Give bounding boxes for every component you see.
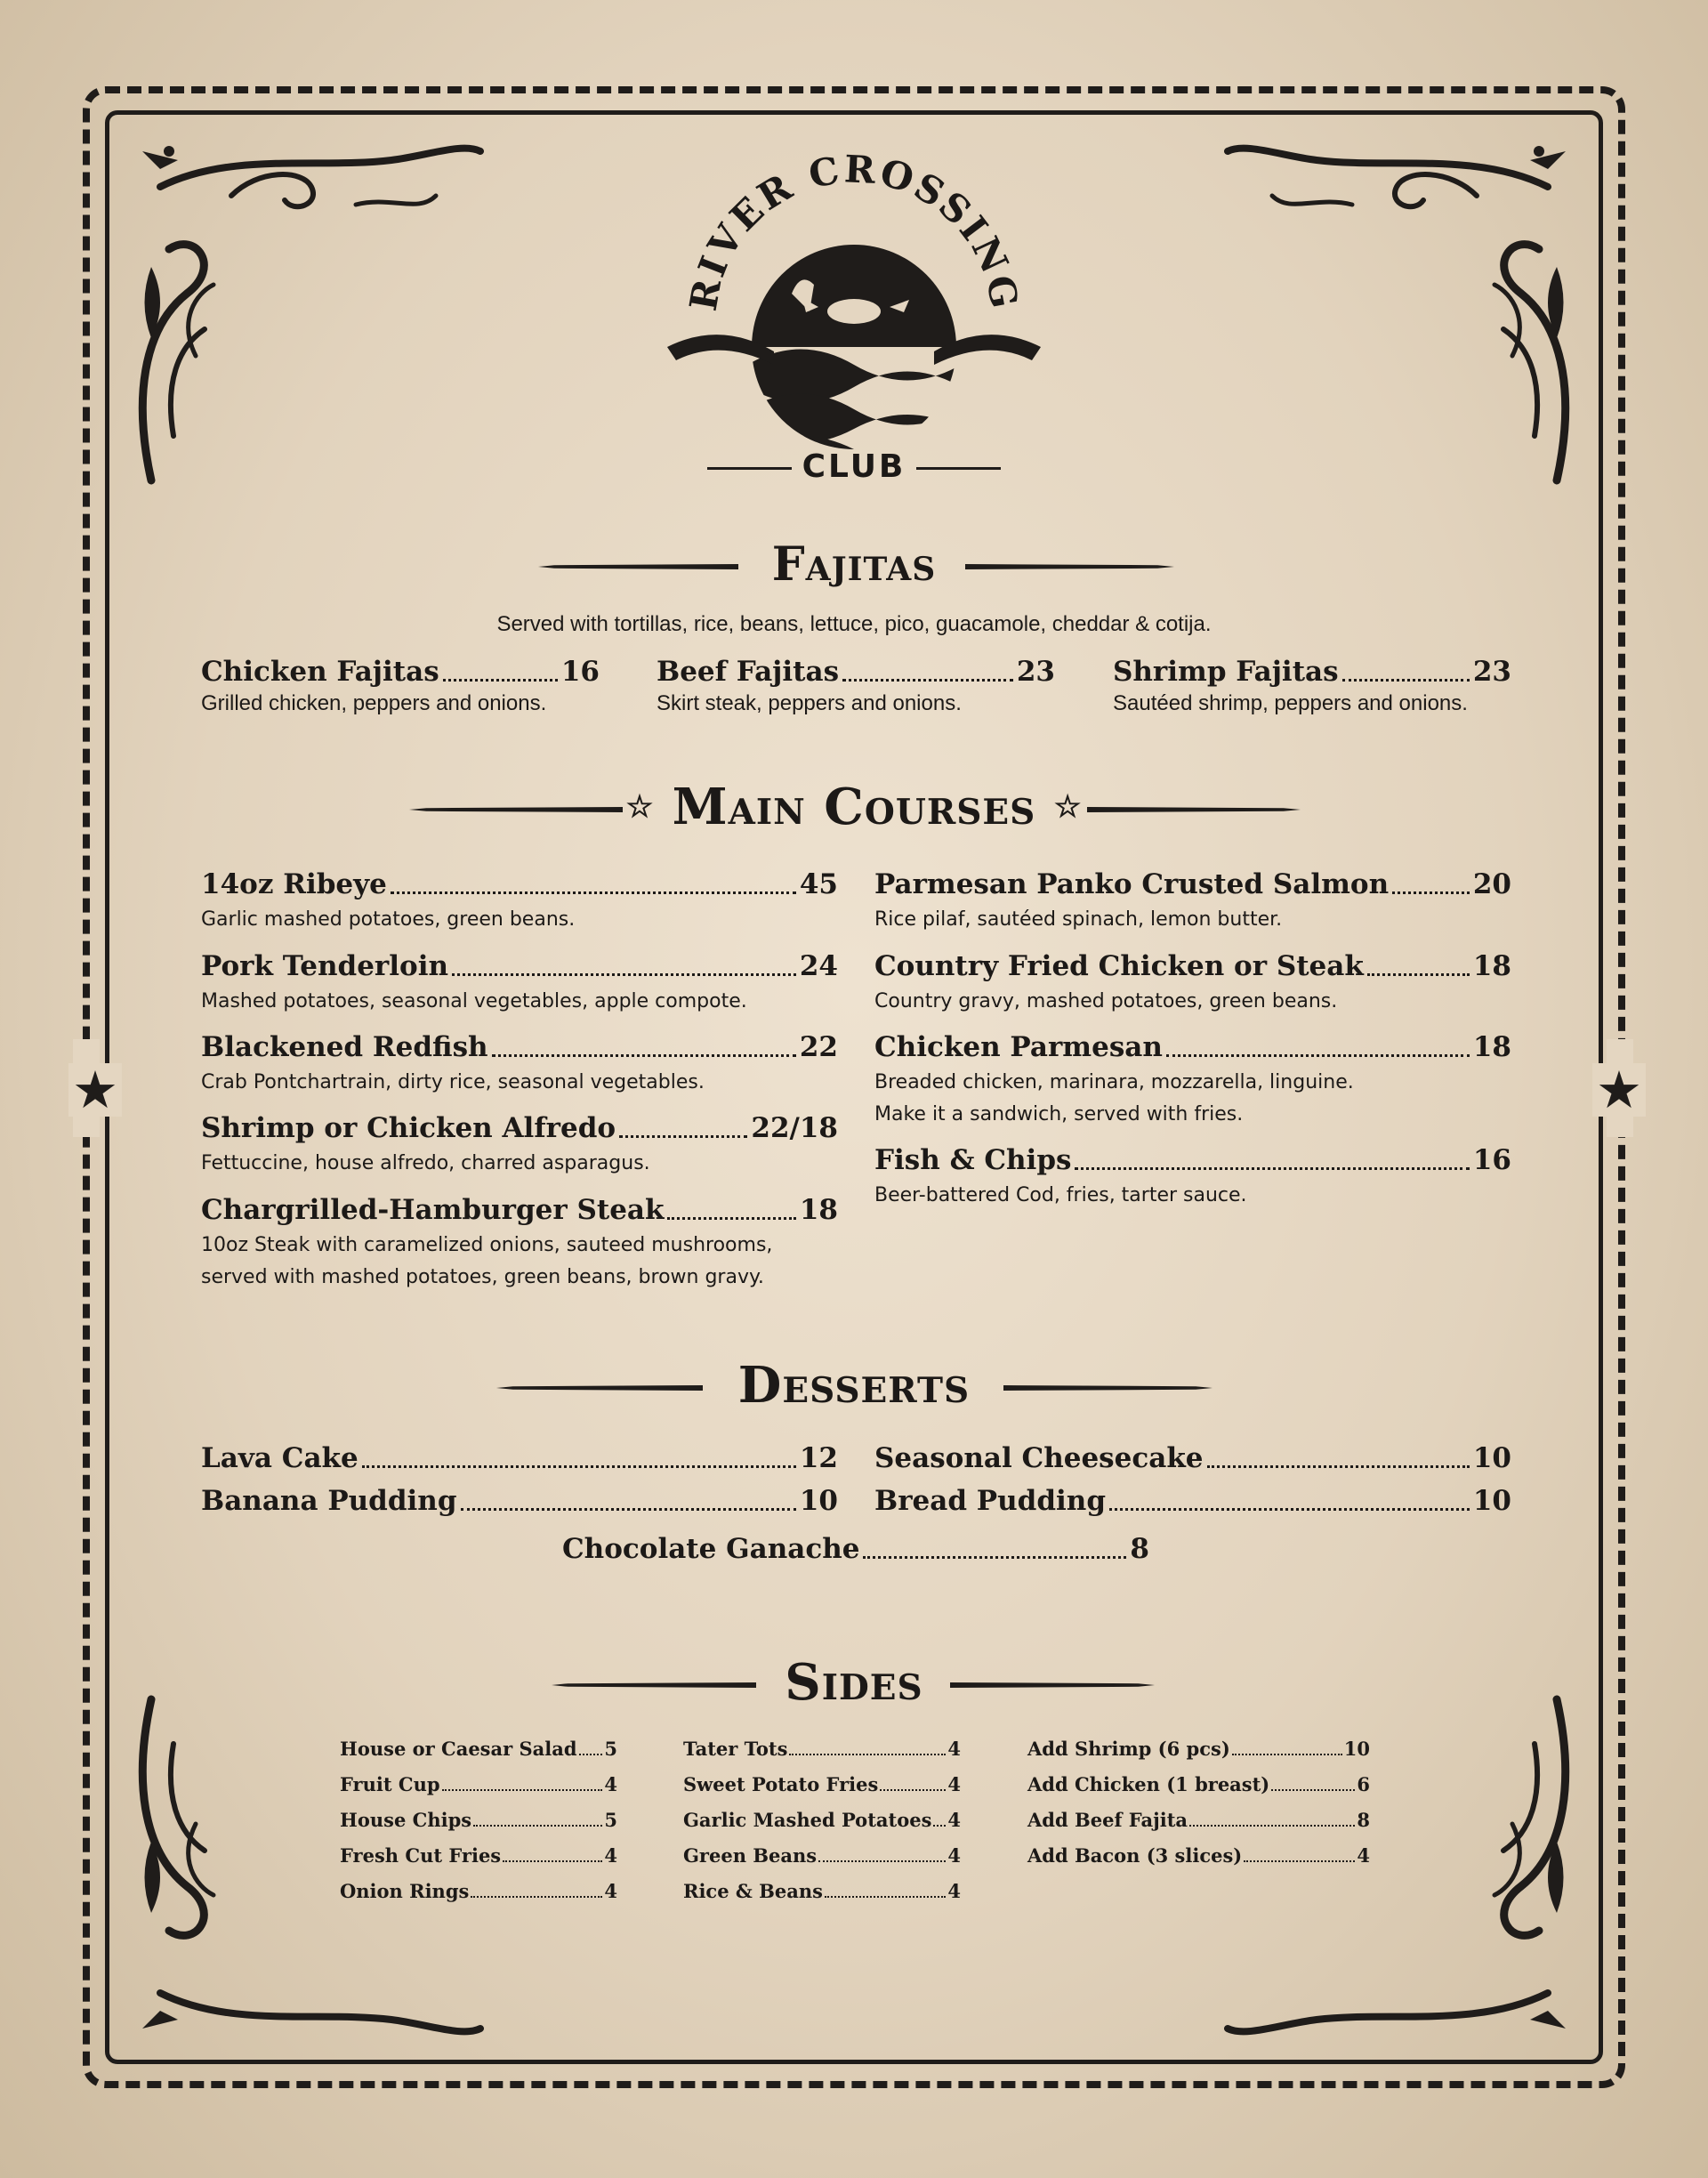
item-price: 4 (604, 1880, 617, 1902)
item-price: 4 (947, 1809, 961, 1831)
item-description: Country gravy, mashed potatoes, green beans. (874, 990, 1338, 1012)
item-price: 18 (1472, 1031, 1511, 1063)
item-name: Onion Rings (340, 1880, 470, 1902)
item-price: 5 (604, 1738, 617, 1760)
item-price: 16 (560, 656, 600, 688)
item-name: House Chips (340, 1809, 472, 1831)
item-name: Tater Tots (683, 1738, 788, 1760)
item-price: 5 (604, 1809, 617, 1831)
item-description: 10oz Steak with caramelized onions, sauteed mushrooms, (201, 1234, 773, 1256)
side-item (683, 1738, 961, 1760)
side-item (340, 1809, 617, 1831)
item-description: Make it a sandwich, served with fries. (874, 1103, 1244, 1125)
item-price: 12 (799, 1442, 838, 1474)
item-name: Chicken Fajitas (201, 656, 439, 688)
item-description: Mashed potatoes, seasonal vegetables, apple compote. (201, 990, 747, 1012)
menu-item (201, 1031, 838, 1099)
item-price: 18 (799, 1194, 838, 1226)
menu-item (201, 950, 838, 1018)
side-item (683, 1809, 961, 1831)
brand-name-bottom: CLUB (802, 448, 906, 485)
item-name: Shrimp Fajitas (1113, 656, 1339, 688)
longhorn-logo (640, 142, 1068, 480)
item-name: Bread Pudding (874, 1485, 1107, 1517)
item-name: Seasonal Cheesecake (874, 1442, 1204, 1474)
item-price: 4 (947, 1738, 961, 1760)
item-price: 22 (799, 1031, 838, 1063)
side-item (340, 1738, 617, 1760)
menu-item (201, 656, 600, 716)
item-name: Green Beans (683, 1844, 818, 1867)
star-icon: ★ (1592, 1063, 1646, 1117)
item-name: Lava Cake (201, 1442, 359, 1474)
menu-item (874, 1144, 1511, 1212)
item-price: 4 (947, 1844, 961, 1867)
item-price: 23 (1472, 656, 1511, 688)
side-item (683, 1844, 961, 1867)
menu-item (1113, 656, 1511, 716)
item-name: Banana Pudding (201, 1485, 457, 1517)
item-price: 10 (799, 1485, 838, 1517)
item-name: Chicken Parmesan (874, 1031, 1163, 1063)
brand-club-line (707, 449, 1001, 485)
item-name: Shrimp or Chicken Alfredo (201, 1112, 616, 1144)
brand-name-top: RIVER CROSSING (681, 147, 1027, 314)
section-title-desserts: Desserts (737, 1356, 971, 1415)
item-name: Beef Fajitas (657, 656, 840, 688)
item-name: Chocolate Ganache (562, 1533, 860, 1565)
item-price: 24 (799, 950, 838, 982)
fajitas-note: Served with tortillas, rice, beans, lettuce, pico, guacamole, cheddar & cotija. (496, 612, 1212, 636)
item-name: Fruit Cup (340, 1773, 440, 1795)
flourish-ornament (125, 133, 498, 489)
item-name: Sweet Potato Fries (683, 1773, 879, 1795)
item-name: Chargrilled-Hamburger Steak (201, 1194, 665, 1226)
side-item (683, 1773, 961, 1795)
item-price: 4 (947, 1773, 961, 1795)
item-price: 10 (1472, 1485, 1511, 1517)
section-title-fajitas: Fajitas (771, 537, 937, 592)
item-name: Garlic Mashed Potatoes (683, 1809, 932, 1831)
item-description: Beer-battered Cod, fries, tarter sauce. (874, 1184, 1247, 1206)
item-name: House or Caesar Salad (340, 1738, 577, 1760)
menu-item (562, 1533, 1149, 1565)
item-price: 4 (947, 1880, 961, 1902)
item-name: Add Chicken (1 breast) (1027, 1773, 1270, 1795)
item-price: 4 (604, 1773, 617, 1795)
item-name: Add Bacon (3 slices) (1027, 1844, 1243, 1867)
side-item (1027, 1844, 1370, 1867)
item-price: 20 (1472, 868, 1511, 900)
side-item (683, 1880, 961, 1902)
menu-item (201, 1485, 838, 1517)
item-price: 10 (1343, 1738, 1370, 1760)
menu-item (874, 950, 1511, 1018)
section-title-main-courses: ☆ Main Courses ☆ (625, 778, 1083, 836)
item-name: Pork Tenderloin (201, 950, 449, 982)
item-name: Blackened Redfish (201, 1031, 488, 1063)
item-description: Breaded chicken, marinara, mozzarella, linguine. (874, 1071, 1354, 1093)
item-price: 8 (1357, 1809, 1370, 1831)
item-name: Parmesan Panko Crusted Salmon (874, 868, 1390, 900)
item-name: Country Fried Chicken or Steak (874, 950, 1364, 982)
item-description: Grilled chicken, peppers and onions. (201, 691, 547, 715)
star-icon: ☆ (1053, 789, 1083, 825)
divider (916, 467, 1001, 470)
item-price: 10 (1472, 1442, 1511, 1474)
side-item (340, 1773, 617, 1795)
star-icon: ★ (68, 1063, 122, 1117)
item-description: served with mashed potatoes, green beans, brown gravy. (201, 1266, 764, 1288)
menu-item (201, 1194, 838, 1294)
side-item (1027, 1773, 1370, 1795)
menu-item (874, 1485, 1511, 1517)
menu-item (874, 1031, 1511, 1131)
item-description: Garlic mashed potatoes, green beans. (201, 908, 576, 931)
menu-item (201, 1112, 838, 1180)
item-name: Add Beef Fajita (1027, 1809, 1188, 1831)
side-item (1027, 1809, 1370, 1831)
menu-item (657, 656, 1055, 716)
side-item (340, 1880, 617, 1902)
item-name: Rice & Beans (683, 1880, 823, 1902)
item-name: Fish & Chips (874, 1144, 1072, 1176)
item-name: Fresh Cut Fries (340, 1844, 502, 1867)
item-price: 16 (1472, 1144, 1511, 1176)
item-description: Rice pilaf, sautéed spinach, lemon butter. (874, 908, 1283, 931)
section-title-sides: Sides (785, 1653, 923, 1712)
menu-item (201, 1442, 838, 1474)
menu-item (874, 1442, 1511, 1474)
item-description: Skirt steak, peppers and onions. (657, 691, 962, 715)
item-description: Fettuccine, house alfredo, charred asparagus. (201, 1152, 650, 1174)
item-price: 6 (1357, 1773, 1370, 1795)
side-item (340, 1844, 617, 1867)
item-description: Crab Pontchartrain, dirty rice, seasonal vegetables. (201, 1071, 705, 1093)
item-price: 23 (1016, 656, 1055, 688)
item-price: 4 (1357, 1844, 1370, 1867)
item-name: 14oz Ribeye (201, 868, 387, 900)
item-price: 4 (604, 1844, 617, 1867)
side-item (1027, 1738, 1370, 1760)
menu-item (874, 868, 1511, 936)
item-price: 22/18 (751, 1112, 838, 1144)
menu-item (201, 868, 838, 936)
item-price: 45 (799, 868, 838, 900)
flourish-ornament (1210, 133, 1583, 489)
item-description: Sautéed shrimp, peppers and onions. (1113, 691, 1468, 715)
star-icon: ☆ (625, 789, 655, 825)
item-price: 8 (1130, 1533, 1149, 1565)
item-name: Add Shrimp (6 pcs) (1027, 1738, 1230, 1760)
item-price: 18 (1472, 950, 1511, 982)
